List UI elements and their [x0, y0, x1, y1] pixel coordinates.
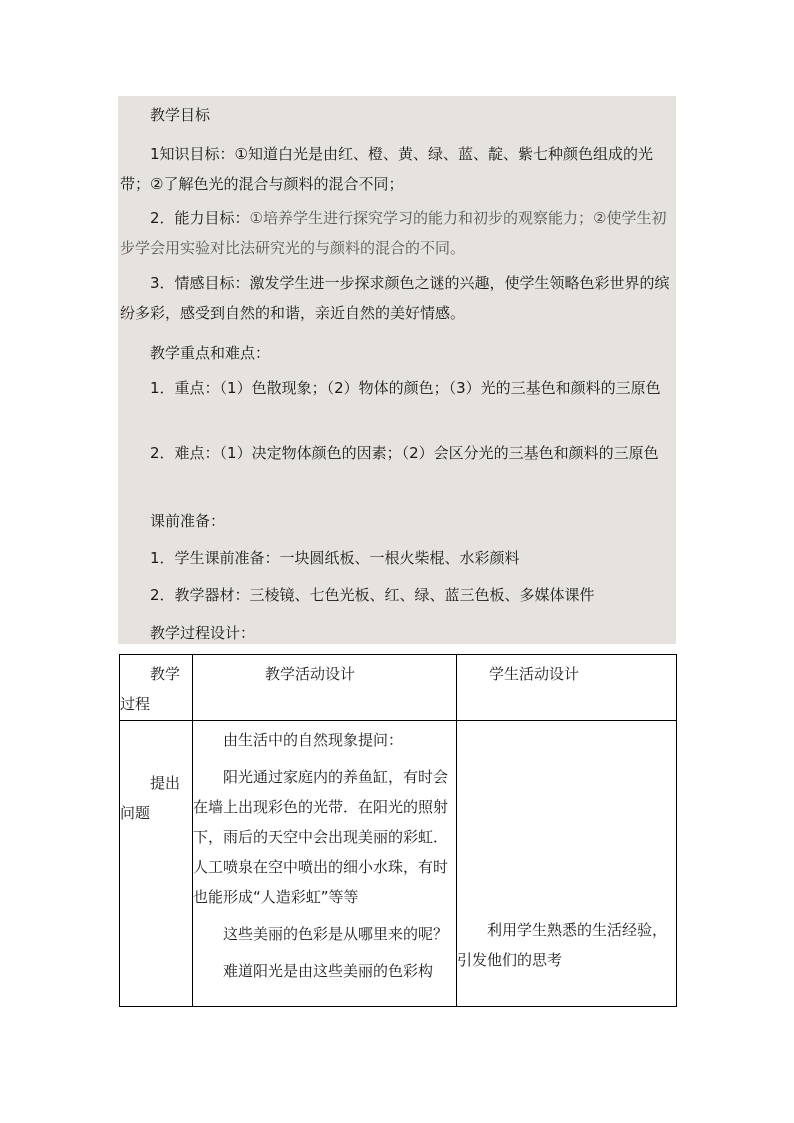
teacher-paragraph: 阳光通过家庭内的养鱼缸，有时会在墙上出现彩色的光带．在阳光的照射下，雨后的天空中会出现美丽的彩虹．人工喷泉在空中喷出的细小水珠，有时也能形成“人造彩虹”等等 — [193, 768, 449, 906]
objective-knowledge: 1知识目标：①知道白光是由红、橙、黄、绿、蓝、靛、紫七种颜色组成的光带；②了解色光的混合与颜料的混合不同； — [120, 145, 653, 193]
teaching-process-table — [119, 654, 677, 1007]
header-teacher-activity-label: 教学活动设计 — [265, 665, 356, 683]
objective-ability-prefix: 2．能力目标： — [150, 209, 250, 227]
key-point-difficulty: 2．难点：（1）决定物体颜色的因素；（2）会区分光的三基色和颜料的三原色 — [150, 444, 659, 462]
table-header-row — [120, 655, 677, 721]
objective-emotion: 3．情感目标：激发学生进一步探求颜色之谜的兴趣，使学生领略色彩世界的缤纷多彩，感受到自然的和谐，亲近自然的美好情感。 — [120, 274, 670, 322]
stage-cell — [120, 721, 193, 1007]
preparation-student: 1．学生课前准备：一块圆纸板、一根火柴棍、水彩颜料 — [150, 549, 520, 567]
header-teacher-activity — [193, 655, 457, 721]
objective-ability — [120, 203, 674, 263]
table-row — [120, 721, 677, 1007]
key-points-heading: 教学重点和难点： — [150, 344, 271, 362]
teacher-paragraph: 这些美丽的色彩是从哪里来的呢？ — [223, 925, 449, 943]
stage-label: 提出问题 — [120, 774, 181, 822]
preparation-equipment: 2．教学器材：三棱镜、七色光板、红、绿、蓝三色板、多媒体课件 — [150, 586, 595, 604]
key-point-focus: 1．重点：（1）色散现象；（2）物体的颜色；（3）光的三基色和颜料的三原色 — [150, 379, 661, 397]
process-heading: 教学过程设计： — [150, 624, 256, 642]
objectives-heading: 教学目标 — [150, 106, 211, 124]
objective-ability-detail: ①培养学生进行探究学习的能力和初步的观察能力；②使学生初步学会用实验对比法研究光的与颜料的混合的不同。 — [120, 209, 667, 257]
header-student-activity — [457, 655, 677, 721]
teacher-paragraph: 难道阳光是由这些美丽的色彩构 — [223, 962, 434, 980]
student-activity-text: 利用学生熟悉的生活经验，引发他们的思考 — [457, 921, 668, 969]
header-student-activity-label: 学生活动设计 — [489, 665, 580, 683]
teacher-paragraph: 由生活中的自然现象提问： — [223, 731, 404, 749]
header-stage-label: 教学过程 — [120, 665, 181, 713]
teacher-activity-cell — [193, 721, 457, 1007]
student-activity-cell — [457, 721, 677, 1007]
preparation-heading: 课前准备： — [150, 512, 226, 530]
header-stage — [120, 655, 193, 721]
